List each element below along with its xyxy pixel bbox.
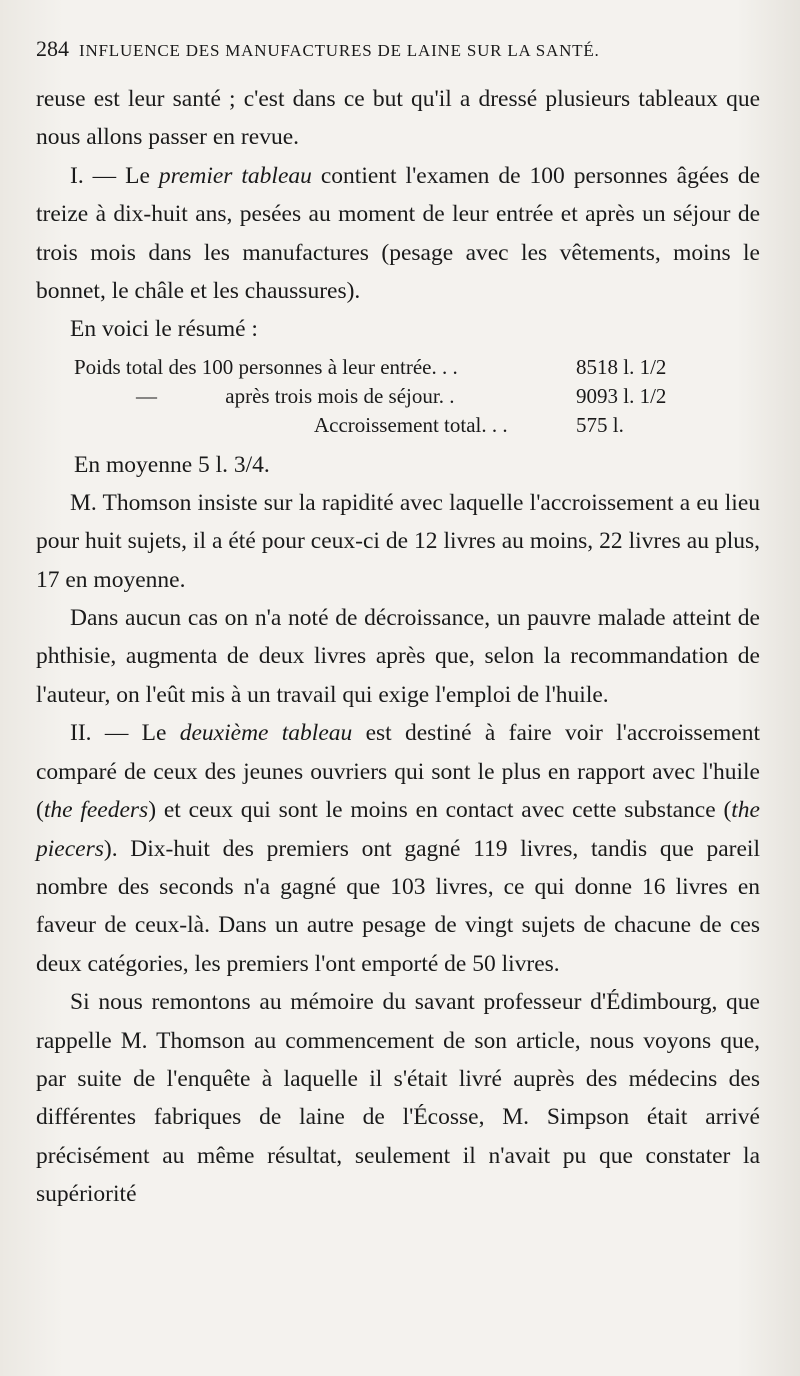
table-row	[36, 353, 760, 382]
italic-term: deuxième tableau	[179, 720, 353, 747]
ditto-dash: —	[136, 383, 157, 408]
page-number: 284	[36, 36, 69, 61]
table-label: Accroissement total. . .	[314, 412, 508, 437]
paragraph-no-decrease: Dans aucun cas on n'a noté de décroissance, un pauvre malade atteint de phthisie, augmenta de deux livres après que, selon la recommandation de l'auteur, on l'eût mis à un travail qui exige l'emploi de l'huile.	[36, 605, 760, 708]
table-label-text: après trois mois de séjour. .	[225, 383, 455, 408]
italic-term: the piecers	[36, 797, 760, 862]
weight-summary-table	[36, 353, 760, 440]
section-marker: I. — Le	[70, 162, 159, 189]
table-value: 9093 l. 1/2	[576, 383, 667, 408]
paragraph-text: est destiné à faire voir l'accroissement comparé de ceux des jeunes ouvriers qui sont le plus en rapport avec l'huile (	[36, 720, 761, 824]
table-label	[36, 382, 576, 411]
italic-term: the feeders	[43, 797, 149, 824]
paragraph-first-table	[36, 157, 760, 311]
table-value: 8518 l. 1/2	[576, 354, 667, 379]
paragraph-continuation: reuse est leur santé ; c'est dans ce but qu'il a dressé plusieurs tableaux que nous allons passer en revue.	[36, 86, 760, 151]
italic-term: premier tableau	[158, 162, 312, 189]
paragraph-text: ). Dix-huit des premiers ont gagné 119 livres, tandis que pareil nombre des seconds n'a gagné que 103 livres, ce qui donne 16 livres en faveur de ceux-là. Dans un autre pesage de vingt sujets de chacune de ces deux catégories, les premiers l'ont emporté de 50 livres.	[36, 835, 760, 977]
table-label: Poids total des 100 personnes à leur entrée. . .	[74, 354, 458, 379]
page-header	[36, 36, 760, 80]
paragraph-summary-intro: En voici le résumé :	[70, 316, 258, 343]
running-title: INFLUENCE DES MANUFACTURES DE LAINE SUR LA SANTÉ.	[79, 41, 600, 60]
average-line: En moyenne 5 l. 3/4.	[74, 451, 270, 478]
paragraph-text: ) et ceux qui sont le moins en contact avec cette substance (	[148, 797, 732, 824]
body-text	[36, 80, 760, 1214]
paragraph-simpson: Si nous remontons au mémoire du savant professeur d'Édimbourg, que rappelle M. Thomson au commencement de son article, nous voyons que, par suite de l'enquête à laquelle il s'était livré auprès des médecins des différentes fabriques de laine de l'Écosse, M. Simpson était arrivé précisément au même résultat, seulement il n'avait pu que constater la supériorité	[36, 989, 760, 1208]
paragraph-second-table	[36, 714, 760, 983]
paragraph-text: contient l'examen de 100 personnes âgées de treize à dix-huit ans, pesées au moment de leur entrée et après un séjour de trois mois dans les manufactures (pesage avec les vêtements, moins le bonnet, le châle et les chaussures).	[36, 162, 760, 305]
table-value: 575 l.	[576, 412, 624, 437]
section-marker: II. — Le	[70, 720, 180, 747]
table-row	[36, 411, 760, 440]
paragraph-thomson: M. Thomson insiste sur la rapidité avec laquelle l'accroissement a eu lieu pour huit sujets, il a été pour ceux-ci de 12 livres au moins, 22 livres au plus, 17 en moyenne.	[36, 489, 760, 593]
table-row	[36, 382, 760, 411]
